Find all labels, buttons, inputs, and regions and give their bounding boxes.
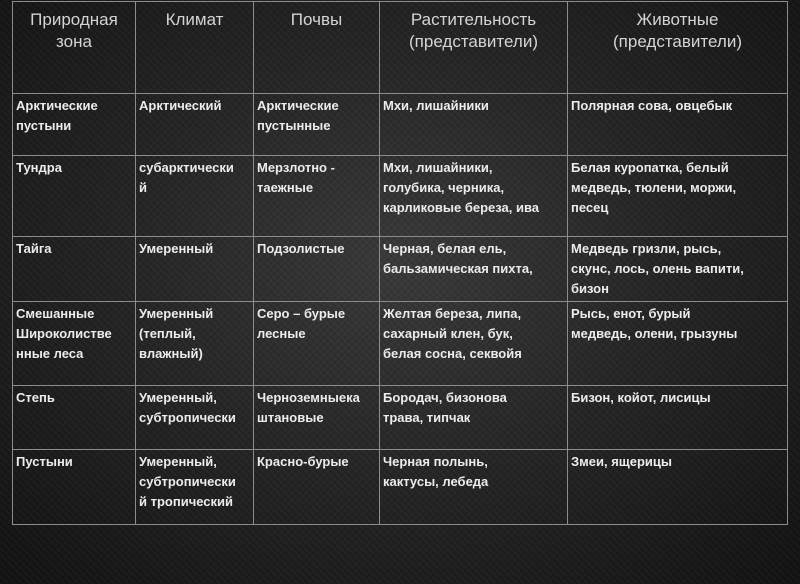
cell-climate: субарктически й [136, 156, 254, 237]
table-row [13, 450, 788, 525]
cell-zone: Тайга [13, 237, 136, 302]
cell-animals: Рысь, енот, бурый медведь, олени, грызуны [568, 302, 788, 386]
cell-soils: Красно-бурые [254, 450, 380, 525]
cell-animals: Белая куропатка, белый медведь, тюлени, моржи, песец [568, 156, 788, 237]
table-row [13, 386, 788, 450]
cell-soils: Арктические пустынные [254, 94, 380, 156]
cell-climate: Умеренный [136, 237, 254, 302]
cell-animals: Медведь гризли, рысь, скунс, лось, олень вапити, бизон [568, 237, 788, 302]
header-animals: Животные (представители) [568, 2, 788, 94]
cell-climate: Арктический [136, 94, 254, 156]
cell-soils: Мерзлотно - таежные [254, 156, 380, 237]
table-row [13, 156, 788, 237]
cell-zone: Смешанные Широколистве нные леса [13, 302, 136, 386]
cell-zone: Степь [13, 386, 136, 450]
cell-climate: Умеренный, субтропически й тропический [136, 450, 254, 525]
natural-zones-table [12, 1, 788, 525]
cell-climate: Умеренный (теплый, влажный) [136, 302, 254, 386]
cell-animals: Бизон, койот, лисицы [568, 386, 788, 450]
header-vegetation: Растительность (представители) [380, 2, 568, 94]
header-zone: Природная зона [13, 2, 136, 94]
header-row [13, 2, 788, 94]
cell-soils: Серо – бурые лесные [254, 302, 380, 386]
cell-climate: Умеренный, субтропически [136, 386, 254, 450]
cell-vegetation: Мхи, лишайники [380, 94, 568, 156]
cell-vegetation: Черная полынь, кактусы, лебеда [380, 450, 568, 525]
cell-vegetation: Бородач, бизонова трава, типчак [380, 386, 568, 450]
cell-zone: Тундра [13, 156, 136, 237]
cell-soils: Черноземныека штановые [254, 386, 380, 450]
table-row [13, 302, 788, 386]
cell-vegetation: Мхи, лишайники, голубика, черника, карликовые береза, ива [380, 156, 568, 237]
header-climate: Климат [136, 2, 254, 94]
header-soils: Почвы [254, 2, 380, 94]
cell-vegetation: Черная, белая ель, бальзамическая пихта, [380, 237, 568, 302]
cell-animals: Полярная сова, овцебык [568, 94, 788, 156]
cell-vegetation: Желтая береза, липа, сахарный клен, бук, белая сосна, секвойя [380, 302, 568, 386]
table-row [13, 237, 788, 302]
cell-soils: Подзолистые [254, 237, 380, 302]
cell-zone: Пустыни [13, 450, 136, 525]
cell-zone: Арктические пустыни [13, 94, 136, 156]
cell-animals: Змеи, ящерицы [568, 450, 788, 525]
table-row [13, 94, 788, 156]
